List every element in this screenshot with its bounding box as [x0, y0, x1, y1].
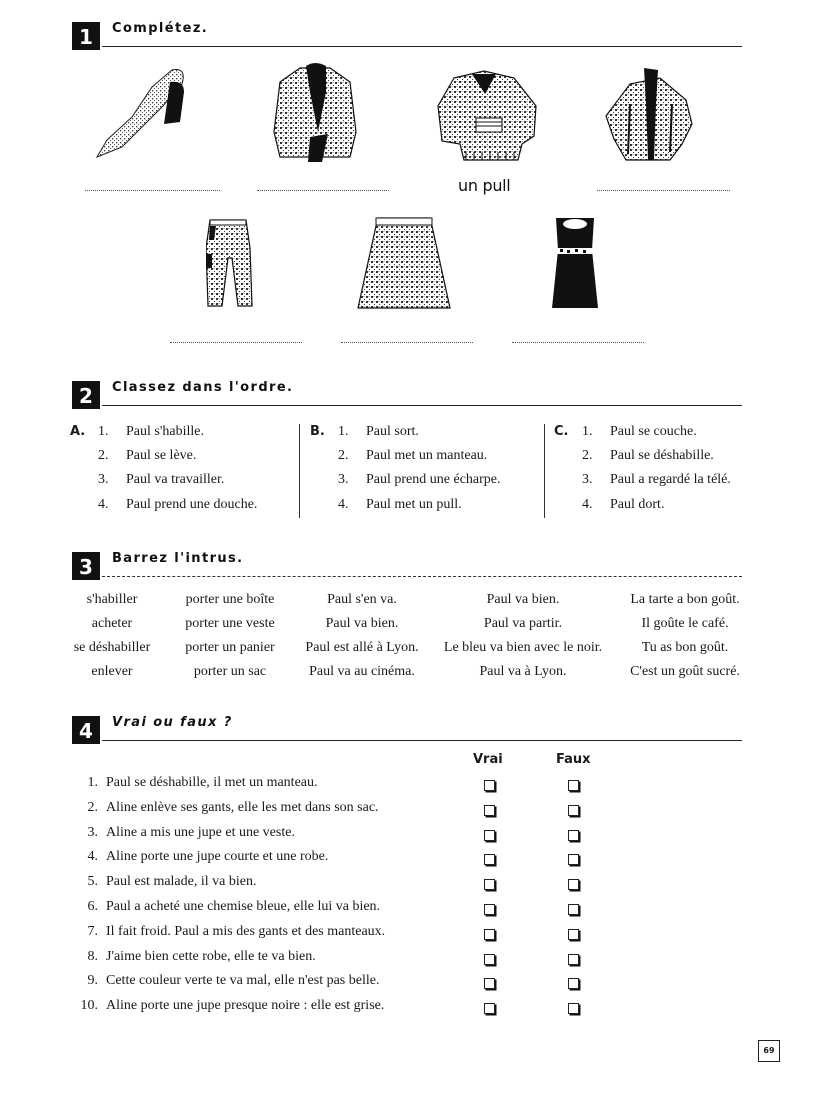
- coat-illustration: [600, 64, 700, 164]
- exercise-4-header: [72, 716, 742, 744]
- statement-text: J'aime bien cette robe, elle te va bien.: [106, 948, 316, 964]
- order-item[interactable]: [98, 497, 257, 521]
- order-item[interactable]: [582, 497, 664, 521]
- statement-row: [64, 949, 316, 973]
- statement-number: 9.: [87, 973, 98, 989]
- statement-row: [64, 973, 379, 997]
- statement-text: Il fait froid. Paul a mis des gants et des manteaux.: [106, 923, 386, 939]
- statement-row: [64, 874, 256, 898]
- order-item[interactable]: [582, 472, 731, 496]
- item-text: Paul prend une écharpe.: [366, 472, 501, 487]
- word-item[interactable]: s'habiller: [86, 592, 138, 607]
- true-checkbox[interactable]: [484, 904, 495, 915]
- statement-number: 5.: [87, 874, 98, 890]
- false-checkbox[interactable]: [568, 929, 579, 940]
- order-item[interactable]: [98, 448, 196, 472]
- item-number: 2.: [98, 448, 109, 463]
- exercise-title: Complétez.: [112, 21, 209, 36]
- header-rule: [102, 576, 742, 577]
- statement-number: 1.: [87, 775, 98, 790]
- item-number: 1.: [582, 424, 593, 439]
- statement-number: 10.: [80, 998, 98, 1014]
- header-rule: [102, 46, 742, 47]
- order-item[interactable]: [338, 472, 501, 496]
- true-checkbox[interactable]: [484, 978, 495, 989]
- item-number: 2.: [582, 448, 593, 463]
- item-number: 2.: [338, 448, 349, 463]
- item-text: Paul met un pull.: [366, 497, 462, 512]
- true-checkbox[interactable]: [484, 929, 495, 940]
- true-checkbox[interactable]: [484, 780, 495, 791]
- item-number: 4.: [338, 497, 349, 512]
- answer-line-skirt[interactable]: [341, 342, 473, 343]
- order-item[interactable]: [338, 497, 462, 521]
- false-checkbox[interactable]: [568, 978, 579, 989]
- statement-text: Paul se déshabille, il met un manteau.: [106, 775, 318, 790]
- exercise-number: 3: [72, 552, 100, 580]
- group-letter: C.: [554, 424, 569, 439]
- word-item[interactable]: enlever: [91, 664, 133, 679]
- true-checkbox[interactable]: [484, 954, 495, 965]
- column-divider: [299, 424, 300, 518]
- order-item[interactable]: [98, 472, 224, 496]
- statement-text: Cette couleur verte te va mal, elle n'est pas belle.: [106, 973, 380, 989]
- false-checkbox[interactable]: [568, 904, 579, 915]
- word-item[interactable]: se déshabiller: [73, 640, 151, 655]
- answer-line-jacket[interactable]: [257, 190, 389, 191]
- item-number: 3.: [582, 472, 593, 487]
- word-item[interactable]: Paul s'en va.: [327, 592, 397, 607]
- word-item[interactable]: Paul va au cinéma.: [309, 664, 415, 679]
- statement-text: Paul est malade, il va bien.: [106, 874, 257, 890]
- jacket-illustration: [270, 62, 360, 168]
- item-text: Paul prend une douche.: [126, 497, 258, 512]
- statement-row: [64, 998, 384, 1022]
- item-text: Paul se couche.: [610, 424, 697, 439]
- column-divider: [544, 424, 545, 518]
- exercise-number: 2: [72, 381, 100, 409]
- statement-text: Aline enlève ses gants, elle les met dans son sac.: [106, 799, 379, 815]
- statement-number: 2.: [87, 799, 98, 815]
- page-number: 69: [758, 1040, 780, 1062]
- statement-text: Aline porte une jupe courte et une robe.: [106, 849, 329, 865]
- word-item[interactable]: acheter: [91, 616, 133, 631]
- answer-line-dress[interactable]: [512, 342, 644, 343]
- statement-text: Aline porte une jupe presque noire : elle est grise.: [106, 998, 385, 1014]
- statement-row: [64, 800, 379, 824]
- item-number: 1.: [98, 424, 109, 439]
- statement-row: [64, 899, 380, 923]
- scarf-illustration: [92, 62, 192, 162]
- item-text: Paul se déshabille.: [610, 448, 714, 463]
- word-item[interactable]: porter une boîte: [185, 592, 275, 607]
- true-checkbox[interactable]: [484, 805, 495, 816]
- exercise-2-header: [72, 381, 742, 409]
- statement-number: 7.: [87, 923, 98, 939]
- false-checkbox[interactable]: [568, 954, 579, 965]
- item-text: Paul dort.: [610, 497, 665, 512]
- word-item[interactable]: La tarte a bon goût.: [630, 592, 740, 607]
- false-checkbox[interactable]: [568, 805, 579, 816]
- word-item[interactable]: porter une veste: [185, 616, 275, 631]
- true-checkbox[interactable]: [484, 830, 495, 841]
- statement-number: 4.: [87, 849, 98, 865]
- false-checkbox[interactable]: [568, 830, 579, 841]
- word-item[interactable]: Le bleu va bien avec le noir.: [443, 640, 603, 655]
- item-text: Paul se lève.: [126, 448, 197, 463]
- word-item[interactable]: Tu as bon goût.: [641, 640, 729, 655]
- statement-text: Aline a mis une jupe et une veste.: [106, 824, 295, 840]
- answer-line-trousers[interactable]: [170, 342, 302, 343]
- false-checkbox[interactable]: [568, 879, 579, 890]
- sweater-illustration: [434, 66, 544, 162]
- answer-line-coat[interactable]: [597, 190, 730, 191]
- exercise-number: 4: [72, 716, 100, 744]
- item-text: Paul a regardé la télé.: [610, 472, 731, 487]
- false-checkbox[interactable]: [568, 780, 579, 791]
- answer-line-scarf[interactable]: [85, 190, 220, 191]
- word-item[interactable]: C'est un goût sucré.: [630, 664, 740, 679]
- word-item[interactable]: porter un panier: [185, 640, 275, 655]
- word-item[interactable]: Paul va partir.: [483, 616, 563, 631]
- item-number: 1.: [338, 424, 349, 439]
- false-column-header: Faux: [556, 752, 591, 767]
- word-item[interactable]: Paul va bien.: [486, 592, 560, 607]
- exercise-title: Barrez l'intrus.: [112, 551, 244, 566]
- trousers-illustration: [206, 218, 256, 310]
- false-checkbox[interactable]: [568, 1003, 579, 1014]
- item-number: 4.: [582, 497, 593, 512]
- exercise-3-header: [72, 552, 742, 580]
- statement-number: 8.: [87, 948, 98, 964]
- true-column-header: Vrai: [473, 752, 503, 767]
- group-letter: B.: [310, 424, 325, 439]
- statement-row: [64, 825, 295, 849]
- item-text: Paul sort.: [366, 424, 419, 439]
- dress-illustration: [550, 216, 600, 312]
- item-number: 3.: [338, 472, 349, 487]
- exercise-1-header: [72, 22, 742, 50]
- order-item[interactable]: [582, 448, 714, 472]
- true-checkbox[interactable]: [484, 854, 495, 865]
- header-rule: [102, 740, 742, 741]
- statement-number: 6.: [87, 899, 98, 914]
- given-answer-sweater: un pull: [458, 176, 511, 195]
- true-checkbox[interactable]: [484, 1003, 495, 1014]
- order-item[interactable]: [338, 448, 487, 472]
- exercise-title: Classez dans l'ordre.: [112, 380, 294, 395]
- header-rule: [102, 405, 742, 406]
- word-item[interactable]: Il goûte le café.: [641, 616, 729, 631]
- item-text: Paul s'habille.: [126, 424, 204, 439]
- false-checkbox[interactable]: [568, 854, 579, 865]
- word-item[interactable]: Paul est allé à Lyon.: [305, 640, 419, 655]
- order-item[interactable]: [338, 424, 419, 448]
- item-number: 4.: [98, 497, 109, 512]
- group-letter: A.: [70, 424, 86, 439]
- statement-row: [64, 849, 328, 873]
- item-text: Paul met un manteau.: [366, 448, 488, 463]
- true-checkbox[interactable]: [484, 879, 495, 890]
- word-item[interactable]: Paul va à Lyon.: [479, 664, 567, 679]
- skirt-illustration: [356, 216, 452, 312]
- statement-text: Paul a acheté une chemise bleue, elle lui va bien.: [106, 899, 381, 914]
- item-text: Paul va travailler.: [126, 472, 225, 487]
- exercise-title: Vrai ou faux ?: [112, 715, 233, 730]
- word-item[interactable]: Paul va bien.: [325, 616, 399, 631]
- statement-row: [64, 775, 318, 799]
- word-item[interactable]: porter un sac: [193, 664, 267, 679]
- exercise-number: 1: [72, 22, 100, 50]
- order-item[interactable]: [98, 424, 204, 448]
- statement-number: 3.: [87, 824, 98, 840]
- order-item[interactable]: [582, 424, 697, 448]
- statement-row: [64, 924, 385, 948]
- item-number: 3.: [98, 472, 109, 487]
